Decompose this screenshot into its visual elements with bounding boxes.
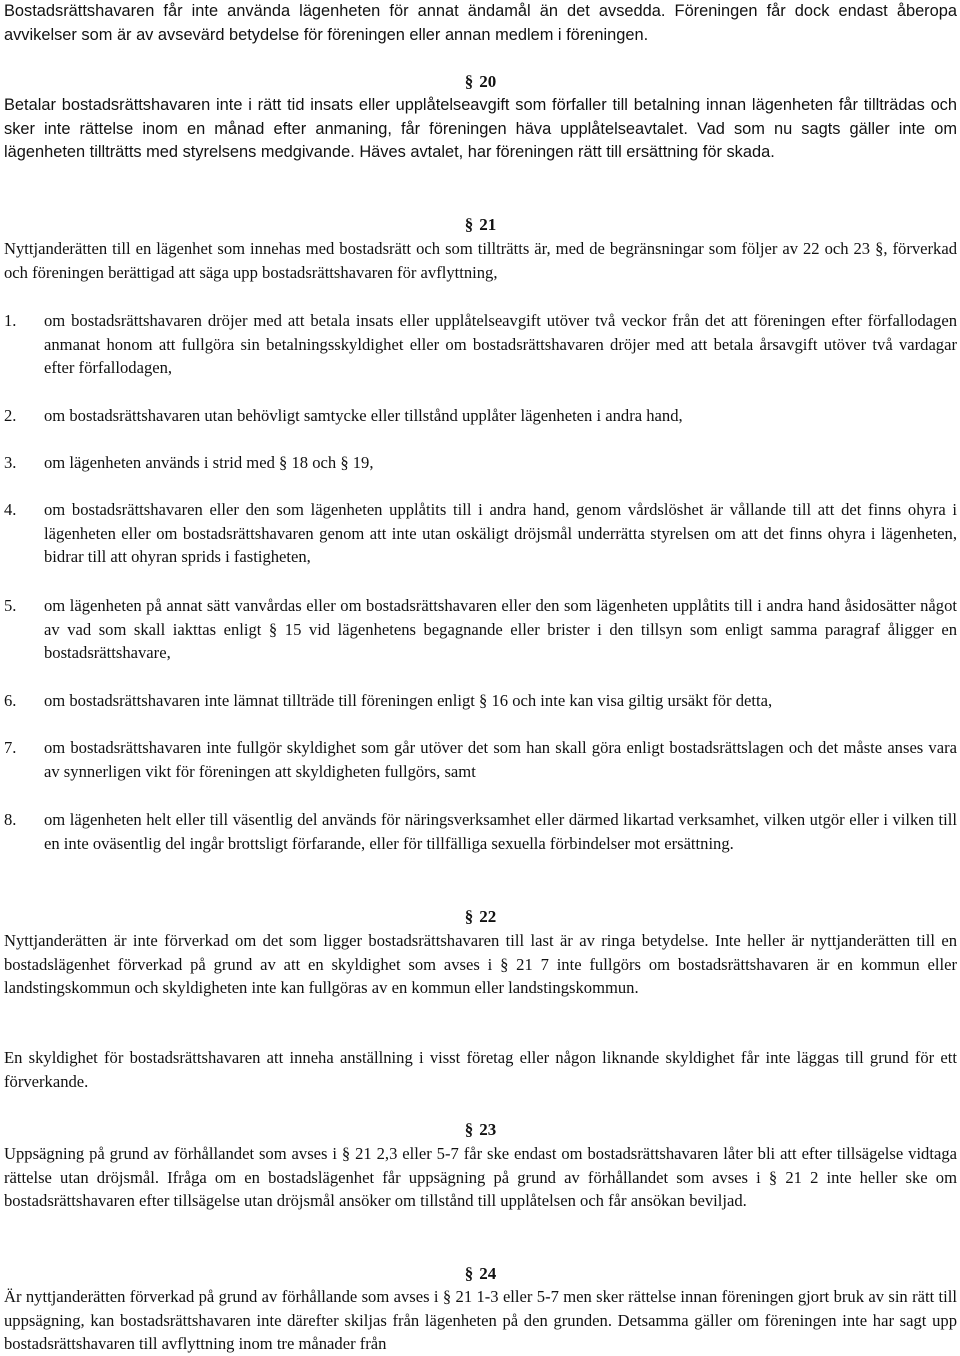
section-21-heading	[4, 213, 957, 237]
section-icon: §	[464, 1120, 474, 1139]
list-text: om lägenheten används i strid med § 18 och § 19,	[44, 453, 374, 472]
list-number: 6.	[4, 691, 17, 710]
list-number: 4.	[4, 500, 17, 519]
section-22-paragraph-2: En skyldighet för bostadsrättshavaren att inneha anställning i visst företag eller någon liknande skyldighet får inte läggas till grund för ett förverkande.	[4, 1048, 957, 1091]
list-text: om bostadsrättshavaren inte fullgör skyldighet som går utöver det som han skall göra enligt bostadsrättslagen och det måste anses vara av synnerligen vikt för föreningen att skyldigheten fullgörs, samt	[44, 738, 957, 781]
section-number: 21	[479, 215, 497, 234]
list-number: 7.	[4, 738, 17, 757]
section-number: 20	[479, 72, 497, 91]
list-text: om bostadsrättshavaren dröjer med att betala insats eller upplåtelseavgift utöver två veckor från det att föreningen efter förfallodagen anmanat honom att fullgöra sin betalningsskyldighet eller om bostadsrättshavaren dröjer med att betala årsavgift utöver två vardagar efter förfallodagen,	[44, 311, 957, 378]
list-item	[4, 309, 957, 380]
list-item	[4, 689, 957, 713]
list-item	[4, 451, 957, 475]
section-22-heading	[4, 905, 957, 929]
list-number: 3.	[4, 453, 17, 472]
list-text: om lägenheten helt eller till väsentlig del används för näringsverksamhet eller därmed likartad verksamhet, vilken utgör eller i vilken till en inte oväsentlig del ingår brottsligt förfarande, eller för tillfälliga sexuella förbindelser mot ersättning.	[44, 810, 957, 853]
list-text: om bostadsrättshavaren utan behövligt samtycke eller tillstånd upplåter lägenheten i andra hand,	[44, 406, 683, 425]
list-number: 5.	[4, 596, 17, 615]
section-icon: §	[464, 215, 474, 234]
list-item	[4, 594, 957, 665]
section-number: 23	[479, 1120, 497, 1139]
list-text: om lägenheten på annat sätt vanvårdas eller om bostadsrättshavaren eller den som lägenheten upplåtits till i andra hand åsidosätter något av vad som skall iakttas enligt § 15 vid lägenhetens begagnande eller brister i den tillsyn som enligt samma paragraf åligger en bostadsrättshavare,	[44, 596, 957, 663]
list-text: om bostadsrättshavaren inte lämnat tillträde till föreningen enligt § 16 och inte kan visa giltig ursäkt för detta,	[44, 691, 773, 710]
section-20-heading	[4, 70, 957, 94]
list-item	[4, 736, 957, 783]
section-icon: §	[464, 907, 474, 926]
list-text: om bostadsrättshavaren eller den som lägenheten upplåtits till i andra hand, genom vårdslöshet är vållande till att det finns ohyra i lägenheten eller om bostadsrättshavaren genom att inte utan oskäligt dröjsmål underrätta styrelsen om att det finns ohyra i lägenheten, bidrar till att ohyran sprids i fastigheten,	[44, 500, 957, 567]
list-number: 2.	[4, 406, 17, 425]
list-item	[4, 498, 957, 569]
section-20-text: Betalar bostadsrättshavaren inte i rätt tid insats eller upplåtelseavgift som förfaller till betalning innan lägenheten får tillträdas och sker inte rättelse inom en månad efter anmaning, får föreningen häva upplåtelseavtalet. Vad som nu sagts gäller inte om lägenheten tillträtts med styrelsens medgivande. Häves avtalet, har föreningen rätt till ersättning för skada.	[4, 96, 957, 162]
section-icon: §	[464, 72, 474, 91]
list-number: 8.	[4, 810, 17, 829]
section-icon: §	[464, 1264, 474, 1283]
section-21-intro: Nyttjanderätten till en lägenhet som innehas med bostadsrätt och som tillträtts är, med de begränsningar som följer av 22 och 23 §, förverkad och föreningen berättigad att säga upp bostadsrättshavaren för avflyttning,	[4, 239, 957, 282]
section-23-text: Uppsägning på grund av förhållandet som avses i § 21 2,3 eller 5-7 får ske endast om bostadsrättshavaren låter bli att efter tillsägelse vidtaga rättelse utan dröjsmål. Ifråga om en bostadslägenhet får uppsägning på grund av förhållandet som avses i § 21 2 inte heller ske om bostadsrättshavaren efter tillsägelse utan dröjsmål ansöker om tillstånd till upplåtelsen och får ansökan beviljad.	[4, 1144, 957, 1211]
list-item	[4, 404, 957, 428]
section-23-heading	[4, 1118, 957, 1142]
list-number: 1.	[4, 311, 17, 330]
section-24-heading	[4, 1262, 957, 1286]
section-24-text: Är nyttjanderätten förverkad på grund av förhållande som avses i § 21 1-3 eller 5-7 men sker rättelse innan föreningen gjort bruk av sin rätt till uppsägning, kan bostadsrättshavaren inte därefter skiljas från lägenheten på den grunden. Detsamma gäller om föreningen inte har sagt upp bostadsrättshavaren till avflyttning inom tre månader från	[4, 1287, 957, 1354]
section-22-paragraph-1: Nyttjanderätten är inte förverkad om det som ligger bostadsrättshavaren till last är av ringa betydelse. Inte heller är nyttjanderätten till en bostadslägenhet förverkad på grund av att en skyldighet som avses i § 21 7 inte fullgörs om bostadsrättshavaren är en kommun eller landstingskommun och skyldigheten inte kan fullgöras av en kommun eller landstingskommun.	[4, 931, 957, 998]
section-number: 22	[479, 907, 497, 926]
list-item	[4, 808, 957, 855]
intro-paragraph: Bostadsrättshavaren får inte använda lägenheten för annat ändamål än det avsedda. Föreningen får dock endast åberopa avvikelser som är av avsevärd betydelse för föreningen eller annan medlem i föreningen.	[4, 2, 957, 44]
section-number: 24	[479, 1264, 497, 1283]
